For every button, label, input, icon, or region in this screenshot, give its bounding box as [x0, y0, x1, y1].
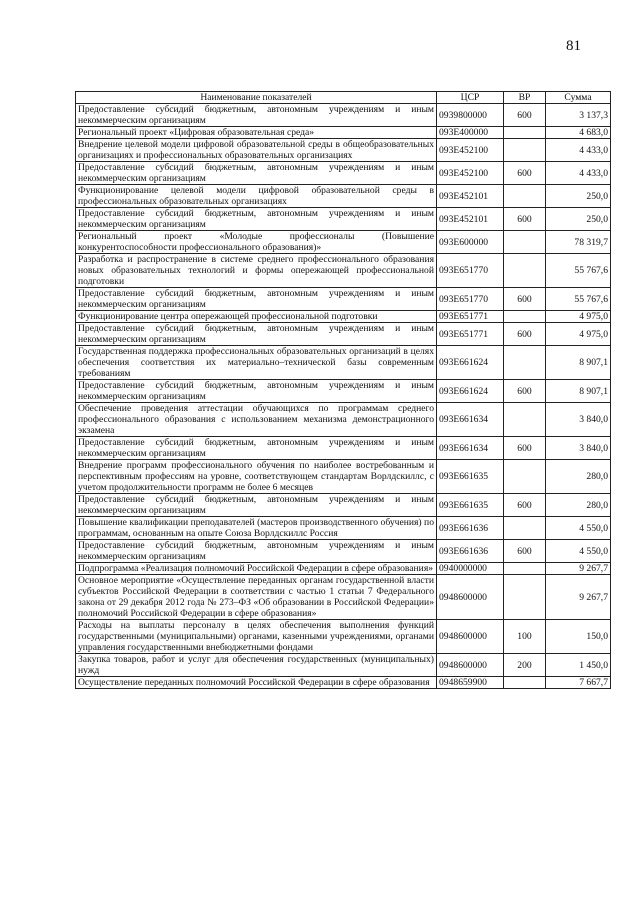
cell-vr — [504, 460, 546, 494]
table-row — [76, 104, 611, 127]
cell-sum: 55 767,6 — [546, 288, 611, 311]
cell-vr: 600 — [504, 323, 546, 346]
cell-vr: 600 — [504, 380, 546, 403]
cell-csr: 093E400000 — [437, 127, 504, 139]
cell-csr: 093E661634 — [437, 437, 504, 460]
cell-name: Функционирование целевой модели цифровой образовательной среды в профессиональных образовательных организациях — [76, 185, 437, 208]
header-vr: ВР — [504, 92, 546, 104]
cell-vr — [504, 185, 546, 208]
cell-vr — [504, 254, 546, 288]
cell-sum: 280,0 — [546, 460, 611, 494]
cell-csr: 0940000000 — [437, 563, 504, 575]
cell-vr: 600 — [504, 208, 546, 231]
cell-vr: 100 — [504, 620, 546, 654]
cell-csr: 093E661635 — [437, 460, 504, 494]
cell-name: Расходы на выплаты персоналу в целях обеспечения выполнения функций государственными (муниципальными) органами, казенными учреждениями, органами управления государственными внебюджетными фондами — [76, 620, 437, 654]
cell-vr — [504, 677, 546, 689]
cell-sum: 8 907,1 — [546, 380, 611, 403]
cell-sum: 8 907,1 — [546, 346, 611, 380]
cell-vr: 600 — [504, 494, 546, 517]
cell-name: Предоставление субсидий бюджетным, автономным учреждениям и иным некоммерческим организациям — [76, 494, 437, 517]
cell-name: Региональный проект «Цифровая образовательная среда» — [76, 127, 437, 139]
table-row — [76, 563, 611, 575]
cell-sum: 55 767,6 — [546, 254, 611, 288]
table-body — [76, 104, 611, 689]
cell-vr: 600 — [504, 104, 546, 127]
table-row — [76, 460, 611, 494]
cell-sum: 3 840,0 — [546, 403, 611, 437]
table-row — [76, 323, 611, 346]
cell-sum: 280,0 — [546, 494, 611, 517]
cell-vr: 600 — [504, 162, 546, 185]
cell-csr: 093E452100 — [437, 162, 504, 185]
cell-vr — [504, 231, 546, 254]
cell-name: Обеспечение проведения аттестации обучающихся по программам среднего профессионального образования с использованием механизма демонстрационного экзамена — [76, 403, 437, 437]
cell-name: Осуществление переданных полномочий Российской Федерации в сфере образования — [76, 677, 437, 689]
cell-csr: 093E600000 — [437, 231, 504, 254]
cell-csr: 093E661624 — [437, 380, 504, 403]
cell-vr — [504, 311, 546, 323]
cell-sum: 9 267,7 — [546, 563, 611, 575]
cell-name: Подпрограмма «Реализация полномочий Российской Федерации в сфере образования» — [76, 563, 437, 575]
cell-vr — [504, 139, 546, 162]
budget-table — [75, 91, 611, 689]
cell-name: Предоставление субсидий бюджетным, автономным учреждениям и иным некоммерческим организациям — [76, 380, 437, 403]
cell-vr — [504, 127, 546, 139]
table-row — [76, 677, 611, 689]
cell-name: Предоставление субсидий бюджетным, автономным учреждениям и иным некоммерческим организациям — [76, 208, 437, 231]
cell-vr: 600 — [504, 540, 546, 563]
cell-name: Государственная поддержка профессиональных образовательных организаций в целях обеспечения соответствия их материально–технической базы современным требованиям — [76, 346, 437, 380]
cell-sum: 4 975,0 — [546, 323, 611, 346]
table-row — [76, 517, 611, 540]
cell-csr: 093E661636 — [437, 540, 504, 563]
cell-sum: 9 267,7 — [546, 575, 611, 620]
table-row — [76, 403, 611, 437]
cell-csr: 093E661635 — [437, 494, 504, 517]
cell-vr — [504, 575, 546, 620]
table-row — [76, 139, 611, 162]
cell-vr: 600 — [504, 288, 546, 311]
cell-csr: 093E661634 — [437, 403, 504, 437]
table-row — [76, 575, 611, 620]
table-row — [76, 208, 611, 231]
cell-sum: 250,0 — [546, 185, 611, 208]
table-row — [76, 494, 611, 517]
cell-sum: 4 433,0 — [546, 162, 611, 185]
cell-vr — [504, 563, 546, 575]
cell-name: Разработка и распространение в системе среднего профессионального образования новых образовательных технологий и формы опережающей профессиональной подготовки — [76, 254, 437, 288]
cell-vr — [504, 517, 546, 540]
table-row — [76, 540, 611, 563]
cell-sum: 4 550,0 — [546, 540, 611, 563]
cell-vr: 600 — [504, 437, 546, 460]
cell-sum: 4 975,0 — [546, 311, 611, 323]
cell-sum: 1 450,0 — [546, 654, 611, 677]
cell-sum: 4 550,0 — [546, 517, 611, 540]
table-row — [76, 346, 611, 380]
cell-sum: 150,0 — [546, 620, 611, 654]
cell-sum: 3 137,3 — [546, 104, 611, 127]
cell-sum: 7 667,7 — [546, 677, 611, 689]
cell-csr: 093E452101 — [437, 185, 504, 208]
cell-name: Предоставление субсидий бюджетным, автономным учреждениям и иным некоммерческим организациям — [76, 437, 437, 460]
cell-csr: 093E661636 — [437, 517, 504, 540]
cell-sum: 250,0 — [546, 208, 611, 231]
table-row — [76, 620, 611, 654]
cell-sum: 4 433,0 — [546, 139, 611, 162]
cell-vr — [504, 403, 546, 437]
table-row — [76, 127, 611, 139]
page-number: 81 — [566, 38, 581, 54]
cell-csr: 093E452101 — [437, 208, 504, 231]
cell-csr: 0948600000 — [437, 620, 504, 654]
cell-csr: 093E661624 — [437, 346, 504, 380]
cell-csr: 0939800000 — [437, 104, 504, 127]
cell-name: Предоставление субсидий бюджетным, автономным учреждениям и иным некоммерческим организациям — [76, 540, 437, 563]
cell-name: Основное мероприятие «Осуществление переданных органам государственной власти субъектов Российской Федерации в соответствии с частью 1 статьи 7 Федерального закона от 29 декабря 2012 года № 273–ФЗ «Об образовании в Российской Федерации» полномочий Российской Федерации в сфере образования» — [76, 575, 437, 620]
cell-name: Функционирование центра опережающей профессиональной подготовки — [76, 311, 437, 323]
table-row — [76, 311, 611, 323]
cell-name: Предоставление субсидий бюджетным, автономным учреждениям и иным некоммерческим организациям — [76, 104, 437, 127]
table-row — [76, 162, 611, 185]
cell-sum: 3 840,0 — [546, 437, 611, 460]
cell-name: Закупка товаров, работ и услуг для обеспечения государственных (муниципальных) нужд — [76, 654, 437, 677]
cell-csr: 0948600000 — [437, 575, 504, 620]
table-row — [76, 231, 611, 254]
header-sum: Сумма — [546, 92, 611, 104]
cell-csr: 093E651770 — [437, 288, 504, 311]
cell-csr: 093E651771 — [437, 311, 504, 323]
cell-name: Предоставление субсидий бюджетным, автономным учреждениям и иным некоммерческим организациям — [76, 323, 437, 346]
table-row — [76, 380, 611, 403]
cell-vr — [504, 346, 546, 380]
cell-name: Внедрение программ профессионального обучения по наиболее востребованным и перспективным профессиям на уровне, соответствующем стандартам Ворлдскиллс, с учетом продолжительности программ не более 6 месяцев — [76, 460, 437, 494]
cell-csr: 0948659900 — [437, 677, 504, 689]
cell-csr: 093E651771 — [437, 323, 504, 346]
cell-sum: 4 683,0 — [546, 127, 611, 139]
header-csr: ЦСР — [437, 92, 504, 104]
cell-name: Региональный проект «Молодые профессионалы (Повышение конкурентоспособности профессионального образования)» — [76, 231, 437, 254]
table-header-row — [76, 92, 611, 104]
cell-csr: 093E651770 — [437, 254, 504, 288]
table-row — [76, 288, 611, 311]
cell-csr: 0948600000 — [437, 654, 504, 677]
cell-sum: 78 319,7 — [546, 231, 611, 254]
cell-name: Предоставление субсидий бюджетным, автономным учреждениям и иным некоммерческим организациям — [76, 288, 437, 311]
table-row — [76, 654, 611, 677]
table-row — [76, 254, 611, 288]
cell-vr: 200 — [504, 654, 546, 677]
header-name: Наименование показателей — [76, 92, 437, 104]
cell-csr: 093E452100 — [437, 139, 504, 162]
table-row — [76, 437, 611, 460]
cell-name: Внедрение целевой модели цифровой образовательной среды в общеобразовательных организациях и профессиональных образовательных организациях — [76, 139, 437, 162]
table-row — [76, 185, 611, 208]
cell-name: Повышение квалификации преподавателей (мастеров производственного обучения) по программам, основанным на опыте Союза Ворлдскиллс Россия — [76, 517, 437, 540]
cell-name: Предоставление субсидий бюджетным, автономным учреждениям и иным некоммерческим организациям — [76, 162, 437, 185]
